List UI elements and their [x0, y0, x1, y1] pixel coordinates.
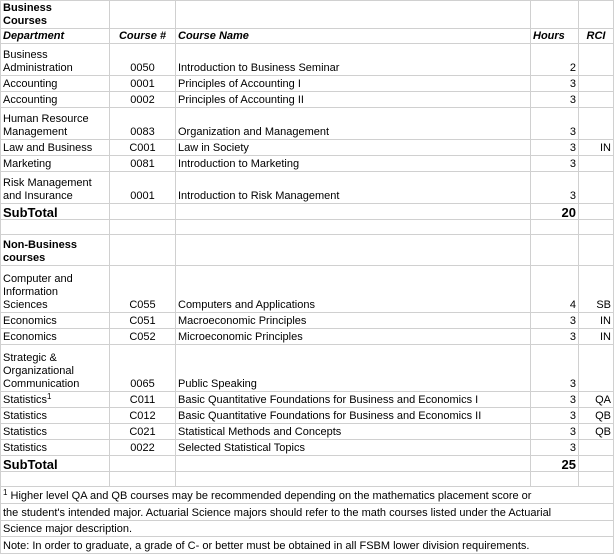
blank-cell	[579, 204, 614, 220]
blank-row	[1, 220, 614, 235]
table-row	[1, 108, 614, 140]
course-number-cell: 0083	[110, 108, 176, 140]
hours-cell: 3	[531, 392, 579, 408]
department-cell: Accounting	[1, 76, 110, 92]
course-name-cell: Basic Quantitative Foundations for Business and Economics I	[176, 392, 531, 408]
table-row	[1, 76, 614, 92]
course-number-cell: C055	[110, 266, 176, 313]
blank-cell	[579, 235, 614, 266]
hours-cell: 3	[531, 156, 579, 172]
table-row	[1, 329, 614, 345]
course-number-cell: 0022	[110, 440, 176, 456]
blank-cell	[531, 235, 579, 266]
table-row	[1, 140, 614, 156]
footnote-row	[1, 487, 614, 504]
subtotal-label: SubTotal	[1, 456, 110, 472]
blank-cell	[110, 456, 176, 472]
course-number-cell: 0050	[110, 44, 176, 76]
blank-cell	[176, 220, 531, 235]
hours-cell: 4	[531, 266, 579, 313]
subtotal-row	[1, 204, 614, 220]
course-name-cell: Introduction to Risk Management	[176, 172, 531, 204]
course-number-cell: C012	[110, 408, 176, 424]
table-row	[1, 266, 614, 313]
department-cell: Law and Business	[1, 140, 110, 156]
table-row	[1, 172, 614, 204]
course-name-cell: Organization and Management	[176, 108, 531, 140]
department-cell: Accounting	[1, 92, 110, 108]
department-cell: Human Resource Management	[1, 108, 110, 140]
department-cell: Strategic & Organizational Communication	[1, 345, 110, 392]
department-cell: Statistics	[1, 424, 110, 440]
course-number-cell: 0065	[110, 345, 176, 392]
rci-cell	[579, 345, 614, 392]
department-cell: Statistics	[1, 408, 110, 424]
course-number-cell: C051	[110, 313, 176, 329]
subtotal-value: 20	[531, 204, 579, 220]
department-cell: Business Administration	[1, 44, 110, 76]
course-number-cell: 0002	[110, 92, 176, 108]
blank-cell	[110, 204, 176, 220]
blank-cell	[110, 472, 176, 487]
blank-cell	[579, 472, 614, 487]
blank-cell	[579, 456, 614, 472]
header-course-name: Course Name	[176, 29, 531, 44]
course-number-cell: C052	[110, 329, 176, 345]
course-name-cell: Statistical Methods and Concepts	[176, 424, 531, 440]
hours-cell: 2	[531, 44, 579, 76]
table-row	[1, 440, 614, 456]
course-name-cell: Selected Statistical Topics	[176, 440, 531, 456]
footnote-line: the student's intended major. Actuarial Science majors should refer to the math courses listed under the Actuarial	[1, 504, 614, 521]
table-row	[1, 345, 614, 392]
course-name-cell: Basic Quantitative Foundations for Business and Economics II	[176, 408, 531, 424]
blank-cell	[176, 456, 531, 472]
course-table-body	[1, 1, 614, 554]
header-hours: Hours	[531, 29, 579, 44]
course-name-cell: Computers and Applications	[176, 266, 531, 313]
rci-cell: IN	[579, 313, 614, 329]
blank-cell	[1, 472, 110, 487]
blank-cell	[531, 472, 579, 487]
footnote-row	[1, 521, 614, 537]
rci-cell: SB	[579, 266, 614, 313]
hours-cell: 3	[531, 140, 579, 156]
course-number-cell: 0001	[110, 76, 176, 92]
subtotal-value: 25	[531, 456, 579, 472]
subtotal-row	[1, 456, 614, 472]
hours-cell: 3	[531, 424, 579, 440]
header-department: Department	[1, 29, 110, 44]
table-row	[1, 92, 614, 108]
blank-cell	[176, 235, 531, 266]
blank-cell	[1, 220, 110, 235]
rci-cell: QB	[579, 408, 614, 424]
rci-cell: IN	[579, 140, 614, 156]
header-row	[1, 29, 614, 44]
note-row	[1, 537, 614, 554]
footnote-line: Science major description.	[1, 521, 614, 537]
course-name-cell: Introduction to Marketing	[176, 156, 531, 172]
subtotal-label: SubTotal	[1, 204, 110, 220]
business-title-row	[1, 1, 614, 29]
table-row	[1, 392, 614, 408]
hours-cell: 3	[531, 440, 579, 456]
header-course-number: Course #	[110, 29, 176, 44]
rci-cell	[579, 92, 614, 108]
department-cell: Computer and Information Sciences	[1, 266, 110, 313]
course-name-cell: Introduction to Business Seminar	[176, 44, 531, 76]
footnote-line: $^1$ Higher level QA and QB courses may be recommended depending on the mathematics placement score or	[1, 487, 614, 504]
department-cell: Statistics	[1, 440, 110, 456]
business-section-title: Business Courses	[1, 1, 110, 29]
hours-cell: 3	[531, 313, 579, 329]
hours-cell: 3	[531, 92, 579, 108]
blank-cell	[531, 220, 579, 235]
rci-cell	[579, 156, 614, 172]
blank-cell	[176, 472, 531, 487]
department-cell: Risk Management and Insurance	[1, 172, 110, 204]
header-rci: RCI	[579, 29, 614, 44]
blank-cell	[176, 204, 531, 220]
table-row	[1, 313, 614, 329]
hours-cell: 3	[531, 172, 579, 204]
hours-cell: 3	[531, 345, 579, 392]
course-number-cell: 0001	[110, 172, 176, 204]
nonbusiness-title-row	[1, 235, 614, 266]
course-number-cell: C021	[110, 424, 176, 440]
course-name-cell: Public Speaking	[176, 345, 531, 392]
rci-cell	[579, 44, 614, 76]
course-name-cell: Macroeconomic Principles	[176, 313, 531, 329]
course-name-cell: Law in Society	[176, 140, 531, 156]
course-number-cell: C011	[110, 392, 176, 408]
blank-cell	[110, 220, 176, 235]
course-name-cell: Microeconomic Principles	[176, 329, 531, 345]
table-row	[1, 408, 614, 424]
rci-cell: QB	[579, 424, 614, 440]
course-number-cell: 0081	[110, 156, 176, 172]
graduation-note: Note: In order to graduate, a grade of C- or better must be obtained in all FSBM lower division requirements.	[1, 537, 614, 554]
table-row	[1, 424, 614, 440]
hours-cell: 3	[531, 329, 579, 345]
department-cell: Marketing	[1, 156, 110, 172]
rci-cell: IN	[579, 329, 614, 345]
course-name-cell: Principles of Accounting I	[176, 76, 531, 92]
department-cell: Economics	[1, 329, 110, 345]
hours-cell: 3	[531, 76, 579, 92]
nonbusiness-section-title: Non-Business courses	[1, 235, 110, 266]
rci-cell	[579, 172, 614, 204]
rci-cell	[579, 440, 614, 456]
hours-cell: 3	[531, 108, 579, 140]
department-cell: Economics	[1, 313, 110, 329]
hours-cell: 3	[531, 408, 579, 424]
rci-cell	[579, 108, 614, 140]
table-row	[1, 156, 614, 172]
rci-cell: QA	[579, 392, 614, 408]
course-name-cell: Principles of Accounting II	[176, 92, 531, 108]
table-row	[1, 44, 614, 76]
course-number-cell: C001	[110, 140, 176, 156]
rci-cell	[579, 76, 614, 92]
blank-cell	[110, 235, 176, 266]
department-cell: Statistics$^1$	[1, 392, 110, 408]
blank-cell	[579, 220, 614, 235]
blank-row	[1, 472, 614, 487]
footnote-row	[1, 504, 614, 521]
